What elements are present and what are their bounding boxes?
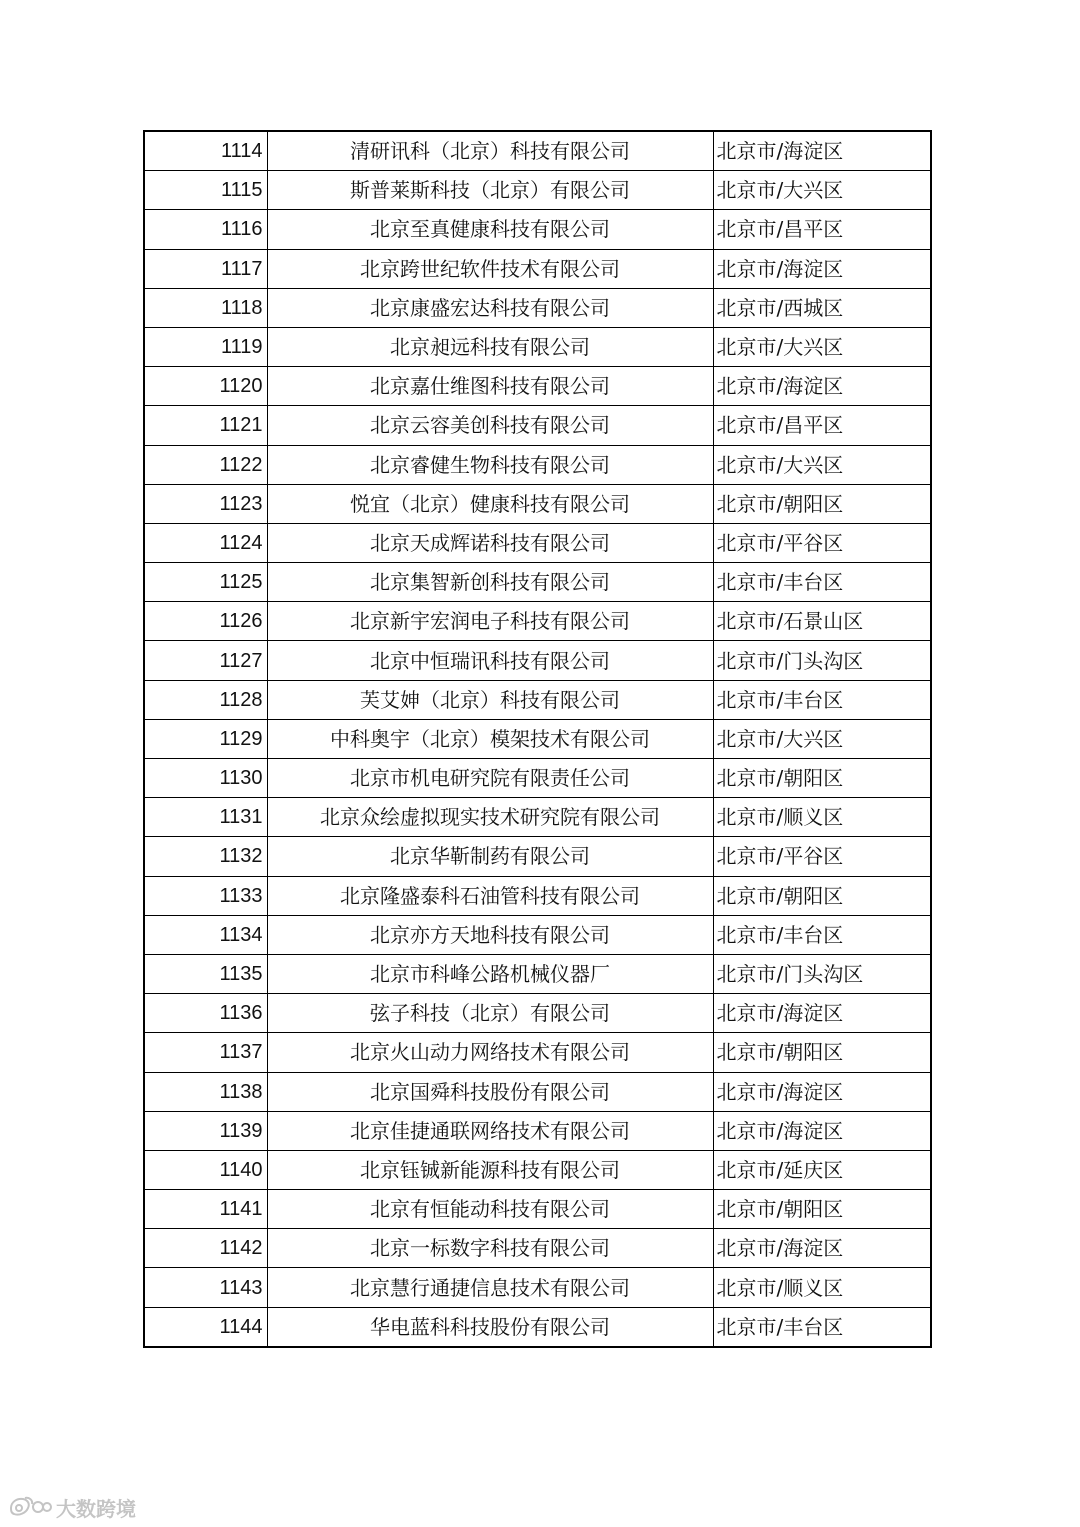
- company-location: 北京市/丰台区: [713, 915, 931, 954]
- row-number: 1118: [144, 288, 267, 327]
- table-row: [144, 563, 931, 602]
- company-location: 北京市/昌平区: [713, 406, 931, 445]
- company-location: 北京市/大兴区: [713, 327, 931, 366]
- company-location: 北京市/朝阳区: [713, 759, 931, 798]
- company-name: 北京跨世纪软件技术有限公司: [267, 249, 713, 288]
- table-row: [144, 1229, 931, 1268]
- company-location: 北京市/丰台区: [713, 563, 931, 602]
- company-name: 北京天成辉诺科技有限公司: [267, 523, 713, 562]
- row-number: 1142: [144, 1229, 267, 1268]
- table-row: [144, 1150, 931, 1189]
- table-row: [144, 994, 931, 1033]
- row-number: 1115: [144, 171, 267, 210]
- company-name: 中科奥宇（北京）模架技术有限公司: [267, 719, 713, 758]
- row-number: 1131: [144, 798, 267, 837]
- row-number: 1143: [144, 1268, 267, 1307]
- row-number: 1117: [144, 249, 267, 288]
- company-name: 芙艾妽（北京）科技有限公司: [267, 680, 713, 719]
- company-location: 北京市/大兴区: [713, 445, 931, 484]
- row-number: 1137: [144, 1033, 267, 1072]
- company-location: 北京市/门头沟区: [713, 641, 931, 680]
- company-name: 北京有恒能动科技有限公司: [267, 1190, 713, 1229]
- table-row: [144, 1307, 931, 1347]
- company-location: 北京市/海淀区: [713, 1229, 931, 1268]
- company-location: 北京市/朝阳区: [713, 484, 931, 523]
- company-name: 清研讯科（北京）科技有限公司: [267, 131, 713, 171]
- row-number: 1144: [144, 1307, 267, 1347]
- company-name: 北京一标数字科技有限公司: [267, 1229, 713, 1268]
- company-name: 北京睿健生物科技有限公司: [267, 445, 713, 484]
- row-number: 1121: [144, 406, 267, 445]
- row-number: 1122: [144, 445, 267, 484]
- company-name: 北京集智新创科技有限公司: [267, 563, 713, 602]
- company-name: 北京新宇宏润电子科技有限公司: [267, 602, 713, 641]
- company-location: 北京市/朝阳区: [713, 1190, 931, 1229]
- table-row: [144, 249, 931, 288]
- company-location: 北京市/延庆区: [713, 1150, 931, 1189]
- weibo-logo-icon: [8, 1496, 52, 1518]
- row-number: 1126: [144, 602, 267, 641]
- table-row: [144, 876, 931, 915]
- row-number: 1124: [144, 523, 267, 562]
- company-location: 北京市/门头沟区: [713, 954, 931, 993]
- company-list-table: [143, 130, 932, 1348]
- company-name: 北京火山动力网络技术有限公司: [267, 1033, 713, 1072]
- company-location: 北京市/平谷区: [713, 837, 931, 876]
- row-number: 1139: [144, 1111, 267, 1150]
- company-location: 北京市/朝阳区: [713, 1033, 931, 1072]
- table-row: [144, 367, 931, 406]
- table-row: [144, 523, 931, 562]
- watermark-text: 大数跨境: [56, 1496, 136, 1521]
- table-row: [144, 915, 931, 954]
- company-name: 北京市科峰公路机械仪器厂: [267, 954, 713, 993]
- table-row: [144, 719, 931, 758]
- company-name: 北京至真健康科技有限公司: [267, 210, 713, 249]
- company-location: 北京市/丰台区: [713, 1307, 931, 1347]
- company-location: 北京市/昌平区: [713, 210, 931, 249]
- company-name: 北京佳捷通联网络技术有限公司: [267, 1111, 713, 1150]
- table-row: [144, 445, 931, 484]
- company-name: 北京康盛宏达科技有限公司: [267, 288, 713, 327]
- company-name: 北京嘉仕维图科技有限公司: [267, 367, 713, 406]
- table-row: [144, 288, 931, 327]
- row-number: 1127: [144, 641, 267, 680]
- row-number: 1138: [144, 1072, 267, 1111]
- company-location: 北京市/海淀区: [713, 131, 931, 171]
- company-location: 北京市/顺义区: [713, 798, 931, 837]
- table-row: [144, 680, 931, 719]
- table-row: [144, 210, 931, 249]
- row-number: 1133: [144, 876, 267, 915]
- row-number: 1130: [144, 759, 267, 798]
- row-number: 1134: [144, 915, 267, 954]
- company-location: 北京市/海淀区: [713, 994, 931, 1033]
- table-row: [144, 484, 931, 523]
- company-location: 北京市/海淀区: [713, 367, 931, 406]
- watermark: [8, 1494, 136, 1520]
- company-location: 北京市/海淀区: [713, 1072, 931, 1111]
- table-row: [144, 837, 931, 876]
- row-number: 1116: [144, 210, 267, 249]
- table-row: [144, 171, 931, 210]
- row-number: 1135: [144, 954, 267, 993]
- table-row: [144, 327, 931, 366]
- company-name: 北京亦方天地科技有限公司: [267, 915, 713, 954]
- company-location: 北京市/顺义区: [713, 1268, 931, 1307]
- company-location: 北京市/西城区: [713, 288, 931, 327]
- table-row: [144, 641, 931, 680]
- company-location: 北京市/海淀区: [713, 1111, 931, 1150]
- company-location: 北京市/朝阳区: [713, 876, 931, 915]
- company-list-body: [144, 131, 931, 1347]
- table-row: [144, 1072, 931, 1111]
- row-number: 1129: [144, 719, 267, 758]
- company-name: 北京慧行通捷信息技术有限公司: [267, 1268, 713, 1307]
- row-number: 1141: [144, 1190, 267, 1229]
- company-name: 北京钰铖新能源科技有限公司: [267, 1150, 713, 1189]
- table-row: [144, 1190, 931, 1229]
- table-row: [144, 798, 931, 837]
- company-location: 北京市/丰台区: [713, 680, 931, 719]
- company-location: 北京市/海淀区: [713, 249, 931, 288]
- row-number: 1120: [144, 367, 267, 406]
- table-row: [144, 1033, 931, 1072]
- company-name: 北京云容美创科技有限公司: [267, 406, 713, 445]
- company-location: 北京市/石景山区: [713, 602, 931, 641]
- company-name: 北京隆盛泰科石油管科技有限公司: [267, 876, 713, 915]
- company-name: 北京众绘虚拟现实技术研究院有限公司: [267, 798, 713, 837]
- row-number: 1114: [144, 131, 267, 171]
- table-row: [144, 406, 931, 445]
- company-name: 悦宜（北京）健康科技有限公司: [267, 484, 713, 523]
- table-row: [144, 954, 931, 993]
- row-number: 1140: [144, 1150, 267, 1189]
- company-name: 华电蓝科科技股份有限公司: [267, 1307, 713, 1347]
- company-location: 北京市/大兴区: [713, 171, 931, 210]
- company-name: 北京昶远科技有限公司: [267, 327, 713, 366]
- table-row: [144, 131, 931, 171]
- table-row: [144, 1268, 931, 1307]
- company-name: 弦子科技（北京）有限公司: [267, 994, 713, 1033]
- company-name: 北京国舜科技股份有限公司: [267, 1072, 713, 1111]
- table-row: [144, 759, 931, 798]
- company-location: 北京市/平谷区: [713, 523, 931, 562]
- company-name: 北京市机电研究院有限责任公司: [267, 759, 713, 798]
- row-number: 1119: [144, 327, 267, 366]
- company-name: 北京中恒瑞讯科技有限公司: [267, 641, 713, 680]
- row-number: 1132: [144, 837, 267, 876]
- company-name: 斯普莱斯科技（北京）有限公司: [267, 171, 713, 210]
- row-number: 1128: [144, 680, 267, 719]
- row-number: 1123: [144, 484, 267, 523]
- table-row: [144, 1111, 931, 1150]
- row-number: 1125: [144, 563, 267, 602]
- table-row: [144, 602, 931, 641]
- company-location: 北京市/大兴区: [713, 719, 931, 758]
- company-name: 北京华靳制药有限公司: [267, 837, 713, 876]
- row-number: 1136: [144, 994, 267, 1033]
